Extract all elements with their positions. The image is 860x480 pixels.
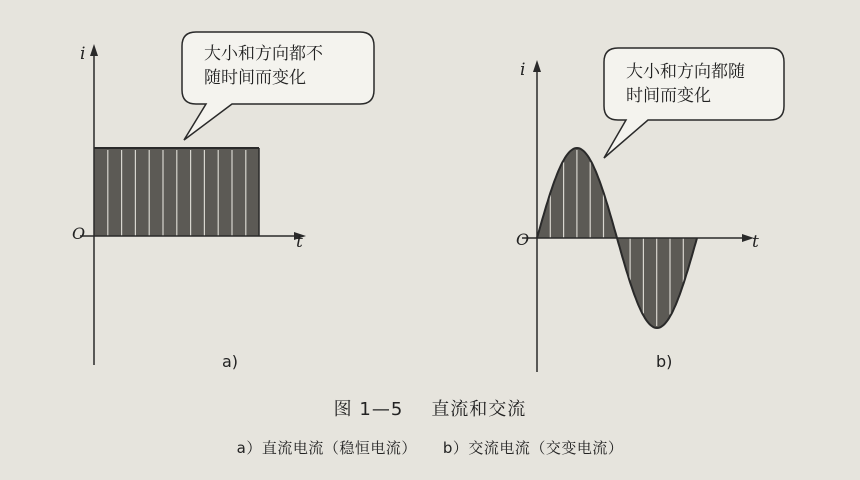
x-axis-b-label: t xyxy=(752,232,759,252)
y-axis-a-label: i xyxy=(80,44,86,64)
bubble-a-line1: 大小和方向都不 xyxy=(204,44,323,64)
figure-subcaption xyxy=(0,437,860,458)
figure-title: 直流和交流 xyxy=(431,399,527,420)
bubble-b-line2: 时间而变化 xyxy=(626,86,711,106)
y-axis-b-arrow xyxy=(533,60,541,72)
panel-b-label: b) xyxy=(656,352,673,371)
figure-caption xyxy=(0,395,860,421)
figure-number: 图 1—5 xyxy=(333,399,404,420)
origin-a-label: O xyxy=(72,224,86,243)
y-axis-a-arrow xyxy=(90,44,98,56)
x-axis-a-label: t xyxy=(296,232,303,252)
bubble-a-text xyxy=(204,42,323,90)
bubble-b-line1: 大小和方向都随 xyxy=(626,62,745,82)
bubble-a-line2: 随时间而变化 xyxy=(204,68,306,88)
y-axis-b-label: i xyxy=(520,60,526,80)
subcaption-b: b）交流电流（交变电流） xyxy=(442,439,624,457)
origin-b-label: O xyxy=(516,230,530,249)
subcaption-a: a）直流电流（稳恒电流） xyxy=(236,439,417,457)
bubble-b-text xyxy=(626,60,745,108)
panel-a-label: a) xyxy=(222,352,239,371)
